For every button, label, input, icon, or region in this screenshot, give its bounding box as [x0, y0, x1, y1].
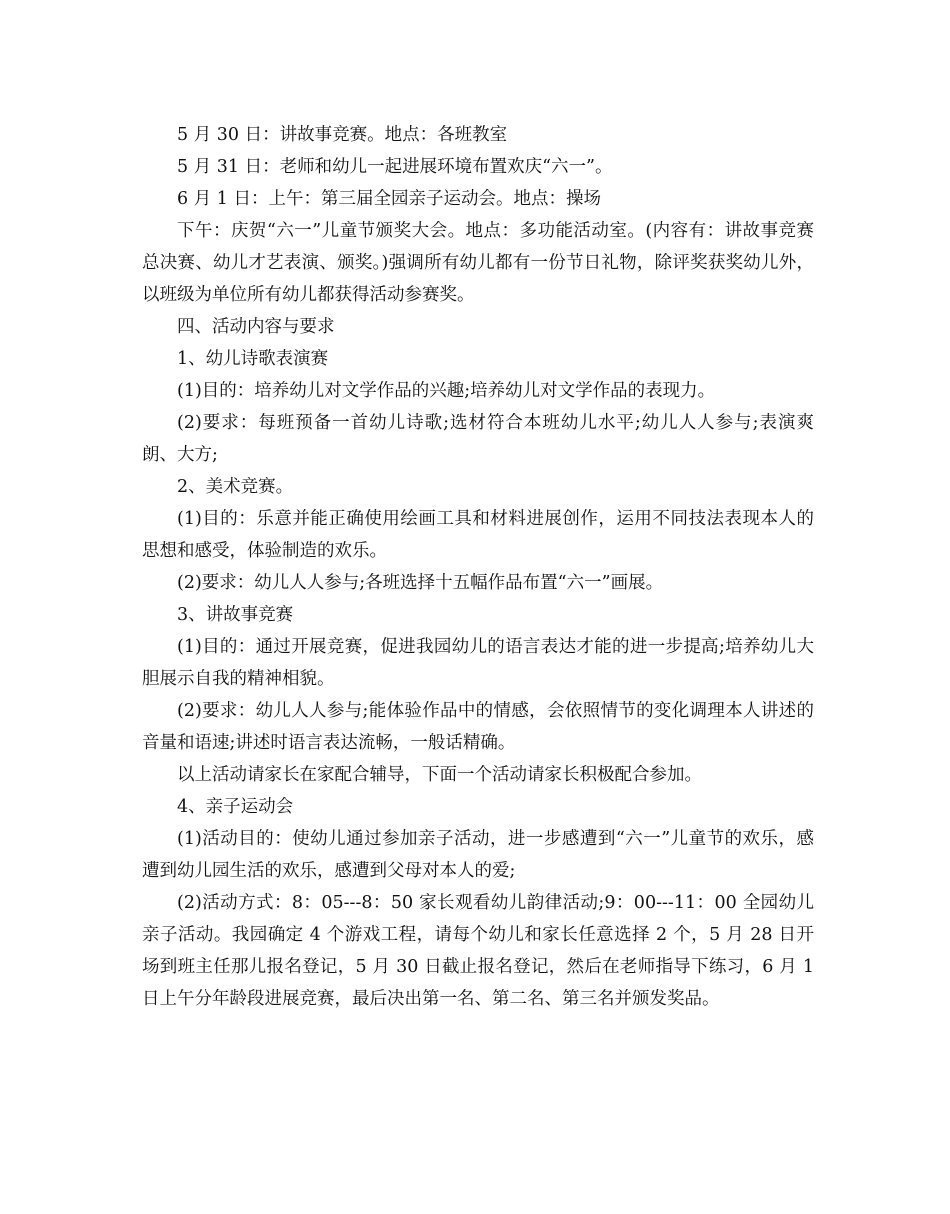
- subheading-poetry-contest: 1、幼儿诗歌表演赛: [177, 349, 329, 369]
- paragraph-storytelling-requirements: (2)要求：幼儿人人参与;能体验作品中的情感，会依照情节的变化调理本人讲述的音量和语速;讲述时语言表达流畅，一般话精确。: [142, 701, 814, 753]
- paragraph-poetry-requirements: (2)要求：每班预备一首幼儿诗歌;选材符合本班幼儿水平;幼儿人人参与;表演爽朗、大方;: [142, 413, 814, 465]
- paragraph-schedule-may30: 5 月 30 日：讲故事竞赛。地点：各班教室: [177, 125, 508, 145]
- subheading-art-contest: 2、美术竞赛。: [177, 477, 294, 497]
- paragraph-schedule-jun1-morning: 6 月 1 日：上午：第三届全园亲子运动会。地点：操场: [177, 189, 601, 209]
- paragraph-schedule-may31: 5 月 31 日：老师和幼儿一起进展环境布置欢庆“六一”。: [177, 157, 613, 177]
- paragraph-sports-purpose: (1)活动目的：使幼儿通过参加亲子活动，进一步感遭到“六一”儿童节的欢乐，感遭到幼儿园生活的欢乐，感遭到父母对本人的爱;: [142, 829, 814, 881]
- paragraph-parent-note: 以上活动请家长在家配合辅导，下面一个活动请家长积极配合参加。: [177, 765, 702, 785]
- paragraph-art-purpose: (1)目的：乐意并能正确使用绘画工具和材料进展创作，运用不同技法表现本人的思想和感受，体验制造的欢乐。: [142, 509, 814, 561]
- paragraph-art-requirements: (2)要求：幼儿人人参与;各班选择十五幅作品布置“六一”画展。: [177, 573, 664, 593]
- subheading-sports-meet: 4、亲子运动会: [177, 797, 294, 817]
- document-body: [142, 119, 820, 1015]
- section-heading-activity-content: 四、活动内容与要求: [177, 317, 335, 337]
- paragraph-sports-method: (2)活动方式：8：05---8：50 家长观看幼儿韵律活动;9：00---11：00 全园幼儿亲子活动。我园确定 4 个游戏工程，请每个幼儿和家长任意选择 2 个，5 月 28 日开场到班主任那儿报名登记，5 月 30 日截止报名登记，然后在老师指导下练习，6 月 1 日上午分年龄段进展竞赛，最后决出第一名、第二名、第三名并颁发奖品。: [142, 893, 820, 1009]
- paragraph-poetry-purpose: (1)目的：培养幼儿对文学作品的兴趣;培养幼儿对文学作品的表现力。: [177, 381, 716, 401]
- paragraph-schedule-jun1-afternoon: 下午：庆贺“六一”儿童节颁奖大会。地点：多功能活动室。(内容有：讲故事竞赛总决赛、幼儿才艺表演、颁奖。)强调所有幼儿都有一份节日礼物，除评奖获奖幼儿外，以班级为单位所有幼儿都获得活动参赛奖。: [142, 221, 814, 305]
- paragraph-storytelling-purpose: (1)目的：通过开展竞赛，促进我园幼儿的语言表达才能的进一步提高;培养幼儿大胆展示自我的精神相貌。: [142, 637, 814, 689]
- subheading-storytelling-contest: 3、讲故事竞赛: [177, 605, 294, 625]
